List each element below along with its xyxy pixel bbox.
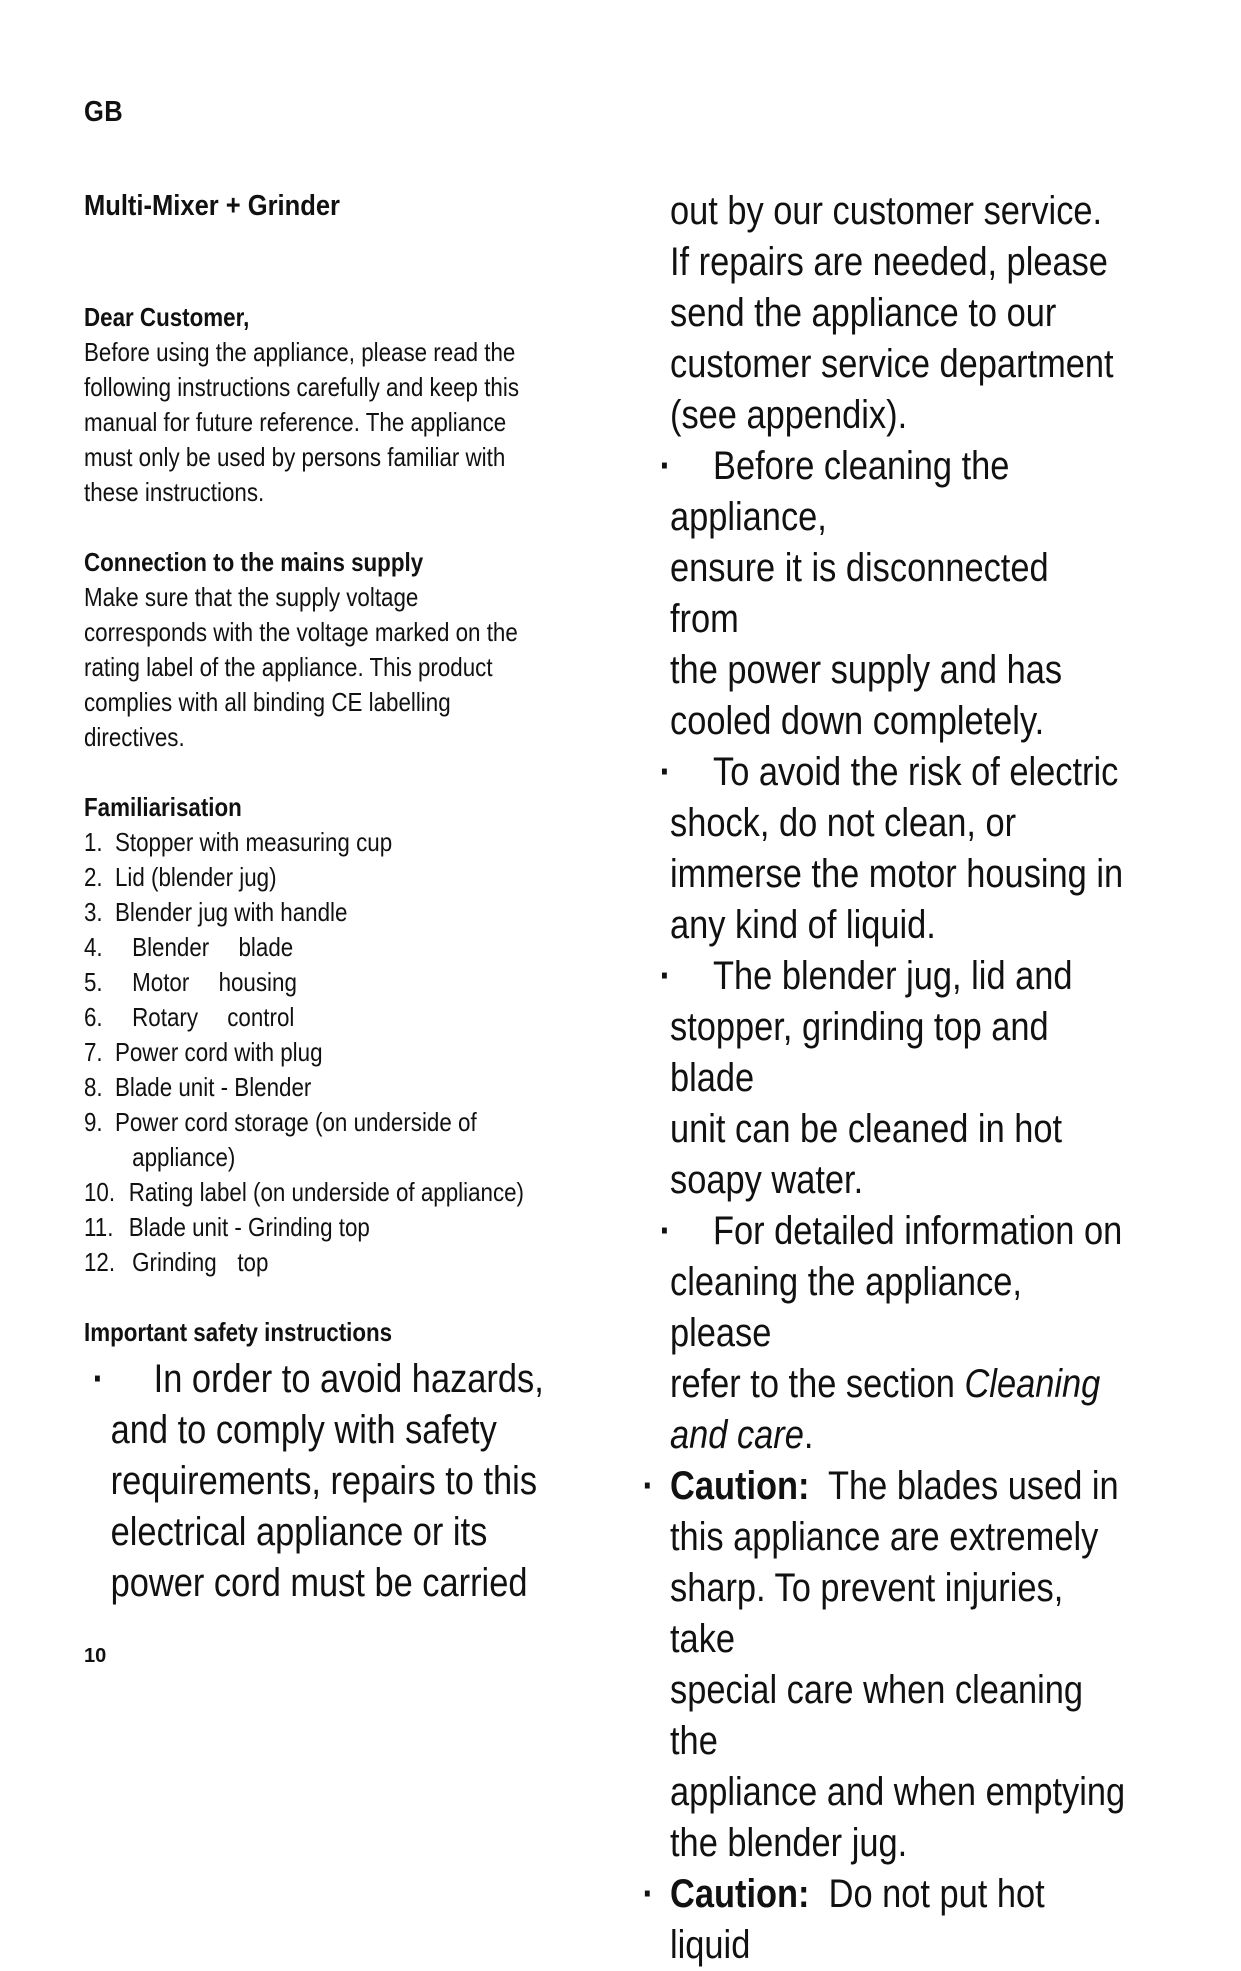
safety-heading: Important safety instructions [84,1317,393,1347]
page-number: 10 [84,1645,107,1667]
safety-line: (see appendix). [670,393,908,437]
list-item: 3. Blender jug with handle [84,897,348,927]
safety-bullet-3: · To avoid the risk of electric shock, do not clean, or immerse the motor housing in any kind of liquid. [670,747,1126,951]
bullet-dot: · [642,1464,654,1508]
bullet-dot: · [659,444,672,488]
safety-bullet-1 [84,1354,566,1609]
safety-line: requirements, repairs to this [110,1459,538,1503]
safety-line: customer service department [670,342,1114,386]
list-item: 4. Blender blade [84,932,294,962]
intro-line: following instructions carefully and keep this [84,372,520,402]
list-item: 12. Grinding top [84,1247,269,1277]
safety-bullet-5: · For detailed information on cleaning the appliance, please refer to the section Cleaning and care. [670,1206,1126,1461]
caution-2: · Caution: Do not put hot liquid [670,1869,1126,1971]
safety-bullet-4: · The blender jug, lid and stopper, grinding top and blade unit can be cleaned in hot soapy water. [670,951,1126,1206]
left-column [84,300,600,1350]
safety-line: send the appliance to our [670,291,1057,335]
bullet-dot: · [642,1872,654,1916]
list-item: 10. Rating label (on underside of appliance) [84,1177,525,1207]
list-item: 9. Power cord storage (on underside of appliance) [84,1107,477,1172]
bullet-dot: · [659,954,672,998]
bullet-dot: · [659,750,672,794]
caution-label: Caution: [670,1872,810,1916]
safety-line: out by our customer service. [670,189,1103,233]
parts-list [84,825,600,1280]
intro-line: these instructions. [84,477,265,507]
safety-line: In order to avoid hazards, [153,1357,544,1401]
intro-line: must only be used by persons familiar with [84,442,506,472]
bullet-dot: · [92,1357,105,1401]
list-item: 5. Motor housing [84,967,297,997]
mains-paragraph [84,580,600,755]
mains-line: complies with all binding CE labelling [84,687,451,717]
bullet-dot: · [659,1209,672,1253]
page-title: Multi-Mixer + Grinder [84,190,340,222]
mains-line: rating label of the appliance. This product [84,652,493,682]
intro-line: Before using the appliance, please read the [84,337,516,367]
caution-label: Caution: [670,1464,810,1508]
safety-line: If repairs are needed, please [670,240,1108,284]
safety-line: power cord must be carried [110,1561,528,1605]
list-item: 11. Blade unit - Grinding top [84,1212,370,1242]
familiarisation-heading: Familiarisation [84,792,242,822]
caution-1: · Caution: The blades used in this appliance are extremely sharp. To prevent injuries, take special care when cleaning the appliance and when emptying the blender jug. [670,1461,1126,1869]
mains-heading: Connection to the mains supply [84,547,424,577]
language-code: GB [84,96,124,128]
mains-line: directives. [84,722,185,752]
safety-line: electrical appliance or its [110,1510,488,1554]
safety-line: and to comply with safety [110,1408,497,1452]
safety-bullet-2: · Before cleaning the appliance, ensure it is disconnected from the power supply and has cooled down completely. [670,441,1126,747]
list-item: 1. Stopper with measuring cup [84,827,393,857]
list-item: 7. Power cord with plug [84,1037,323,1067]
intro-heading: Dear Customer, [84,302,250,332]
right-column [642,186,1126,1971]
list-item: 6. Rotary control [84,1002,295,1032]
mains-line: corresponds with the voltage marked on the [84,617,518,647]
list-item: 2. Lid (blender jug) [84,862,277,892]
intro-line: manual for future reference. The appliance [84,407,507,437]
mains-line: Make sure that the supply voltage [84,582,419,612]
list-item: 8. Blade unit - Blender [84,1072,312,1102]
intro-paragraph [84,335,600,510]
